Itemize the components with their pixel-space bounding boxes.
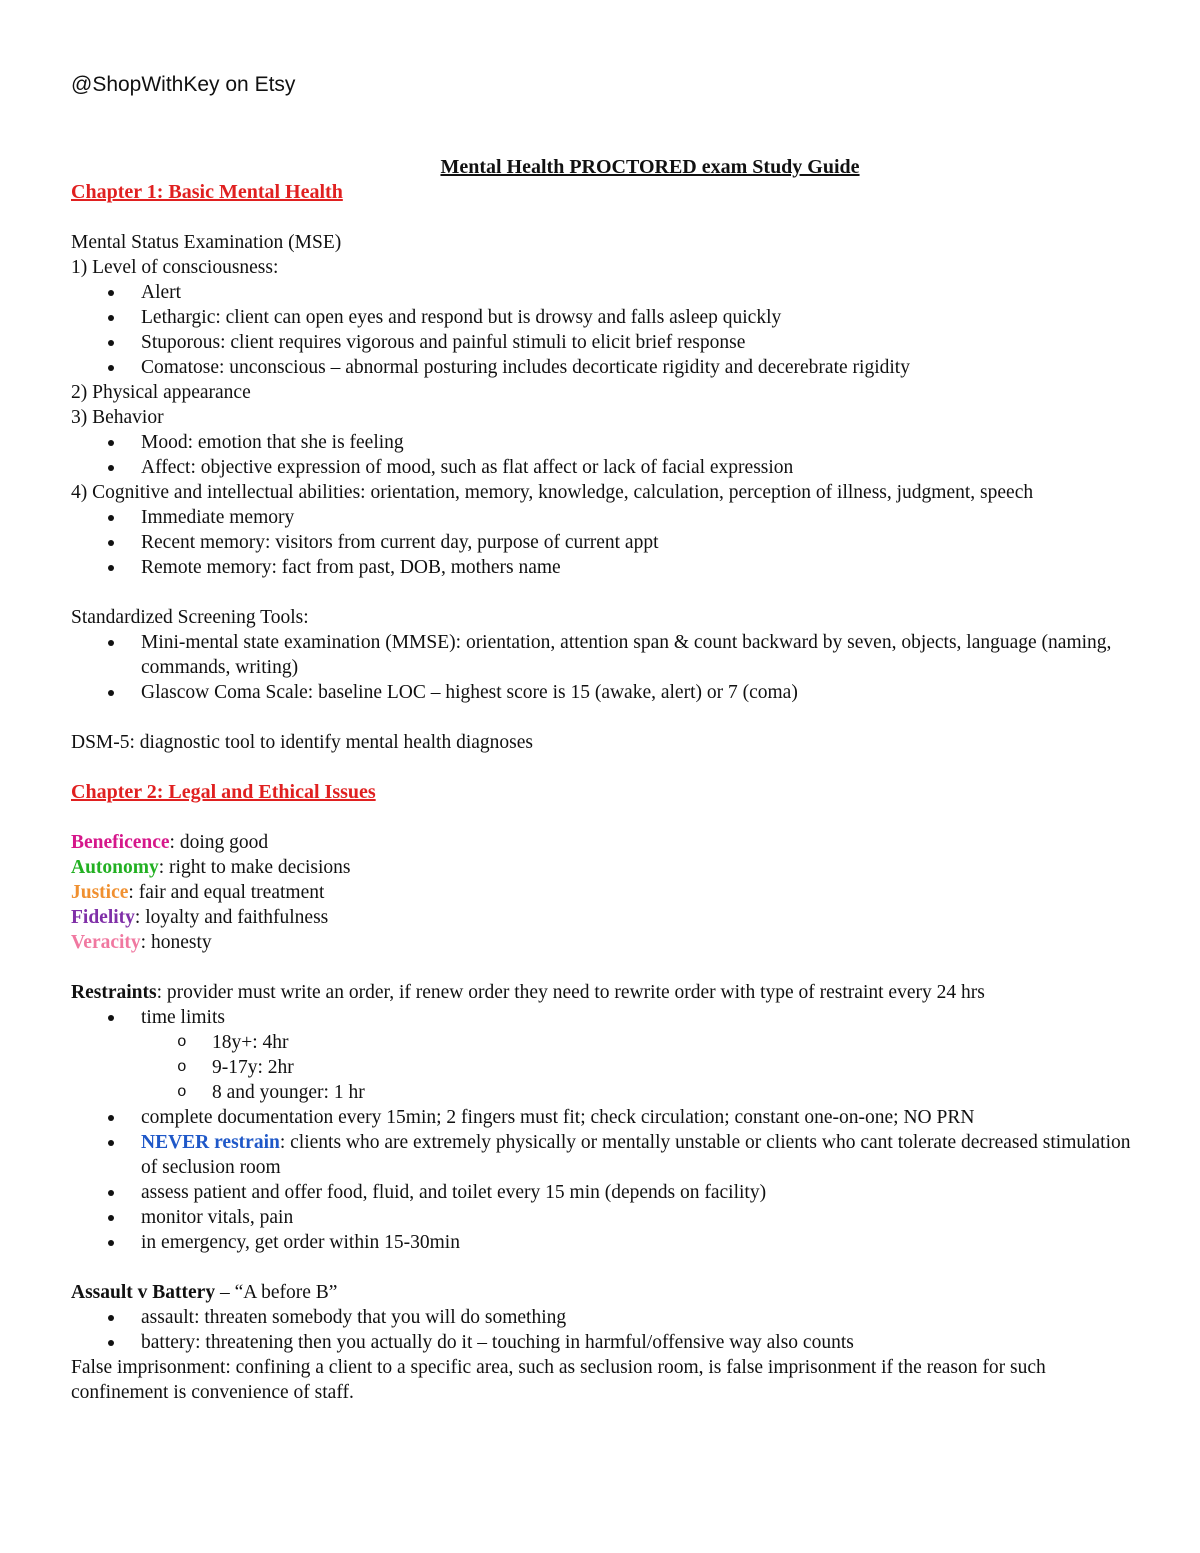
list-item: [71, 1005, 1131, 1030]
restraints-list: [71, 1005, 1131, 1030]
assault-line: [71, 1280, 1131, 1305]
loc-title: 1) Level of consciousness:: [71, 257, 279, 278]
principle-autonomy: [71, 855, 1131, 880]
principle-term: Veracity: [71, 932, 141, 953]
chapter-2-heading: Chapter 2: Legal and Ethical Issues: [71, 781, 376, 803]
list-item: Immediate memory: [71, 505, 1131, 530]
memory-list: [71, 505, 1131, 580]
screening-list: [71, 630, 1131, 705]
list-item: Remote memory: fact from past, DOB, mothers name: [71, 555, 1131, 580]
physical-appearance: 2) Physical appearance: [71, 382, 251, 403]
principle-term: Beneficence: [71, 832, 170, 853]
principle-def: : honesty: [140, 932, 212, 953]
principle-def: : doing good: [169, 832, 269, 853]
behavior-title: 3) Behavior: [71, 407, 164, 428]
principle-term: Justice: [71, 882, 129, 903]
list-item: monitor vitals, pain: [71, 1205, 1131, 1230]
list-item: Alert: [71, 280, 1131, 305]
restraints-line: [71, 980, 1131, 1005]
assault-rest: – “A before B”: [215, 1282, 338, 1303]
time-limits-list: [71, 1030, 1131, 1105]
list-item: assault: threaten somebody that you will do something: [71, 1305, 1131, 1330]
sub-list-item: o 9-17y: 2hr: [71, 1055, 1131, 1080]
principle-def: : right to make decisions: [158, 857, 351, 878]
restraints-term: Restraints: [71, 982, 157, 1003]
list-item: Comatose: unconscious – abnormal posturing includes decorticate rigidity and decerebrate rigidity: [71, 355, 1131, 380]
false-imprisonment: False imprisonment: confining a client to a specific area, such as seclusion room, is false imprisonment if the reason for such confinement is convenience of staff.: [71, 1357, 1046, 1403]
dsm-line: DSM-5: diagnostic tool to identify mental health diagnoses: [71, 732, 533, 753]
screening-title: Standardized Screening Tools:: [71, 607, 309, 628]
restraints-list-2: [71, 1105, 1131, 1255]
principle-veracity: [71, 930, 1131, 955]
list-item: Glascow Coma Scale: baseline LOC – highest score is 15 (awake, alert) or 7 (coma): [71, 680, 1131, 705]
principle-def: : loyalty and faithfulness: [134, 907, 329, 928]
principle-term: Autonomy: [71, 857, 159, 878]
cognitive-title: 4) Cognitive and intellectual abilities: orientation, memory, knowledge, calculation, perception of illness, judgment, speech: [71, 482, 1034, 503]
principle-term: Fidelity: [71, 907, 135, 928]
principle-beneficence: [71, 830, 1131, 855]
assault-list: [71, 1305, 1131, 1355]
restraints-def: : provider must write an order, if renew order they need to rewrite order with type of restraint every 24 hrs: [156, 982, 985, 1003]
assault-term: Assault v Battery: [71, 1282, 216, 1303]
principle-def: : fair and equal treatment: [128, 882, 325, 903]
list-item: Stuporous: client requires vigorous and painful stimuli to elicit brief response: [71, 330, 1131, 355]
watermark-text: @ShopWithKey on Etsy: [71, 73, 296, 96]
sub-list-item: o 18y+: 4hr: [71, 1030, 1131, 1055]
list-item: battery: threatening then you actually do it – touching in harmful/offensive way also counts: [71, 1330, 1131, 1355]
list-item: Lethargic: client can open eyes and respond but is drowsy and falls asleep quickly: [71, 305, 1131, 330]
chapter-1-heading: Chapter 1: Basic Mental Health: [71, 181, 343, 203]
list-item: complete documentation every 15min; 2 fingers must fit; check circulation; constant one-on-one; NO PRN: [71, 1105, 1131, 1130]
never-restrain-term: NEVER restrain: [141, 1132, 280, 1153]
page-title: Mental Health PROCTORED exam Study Guide: [440, 156, 860, 178]
loc-list: [71, 280, 1131, 380]
list-item: assess patient and offer food, fluid, and toilet every 15 min (depends on facility): [71, 1180, 1131, 1205]
mse-title: Mental Status Examination (MSE): [71, 232, 342, 253]
time-limits-label: time limits: [141, 1007, 225, 1028]
sub-list-item: o 8 and younger: 1 hr: [71, 1080, 1131, 1105]
never-restrain-def: : clients who are extremely physically or mentally unstable or clients who cant tolerate decreased stimulation of seclusion room: [141, 1132, 1131, 1178]
list-item: Mini-mental state examination (MMSE): orientation, attention span & count backward by seven, objects, language (naming, commands, writing): [71, 630, 1131, 680]
list-item: Affect: objective expression of mood, such as flat affect or lack of facial expression: [71, 455, 1131, 480]
list-item: in emergency, get order within 15-30min: [71, 1230, 1131, 1255]
document-body: [71, 180, 1131, 1405]
principle-fidelity: [71, 905, 1131, 930]
principle-justice: [71, 880, 1131, 905]
list-item: Recent memory: visitors from current day, purpose of current appt: [71, 530, 1131, 555]
behavior-list: [71, 430, 1131, 480]
list-item: Mood: emotion that she is feeling: [71, 430, 1131, 455]
list-item: [71, 1130, 1131, 1180]
